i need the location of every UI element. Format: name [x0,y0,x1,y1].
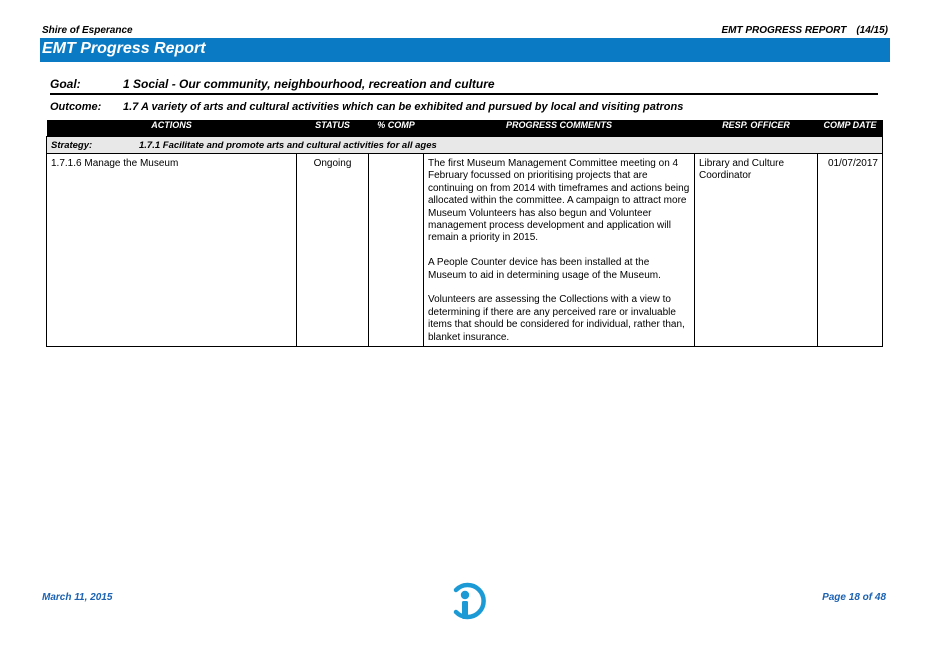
date-cell: 01/07/2017 [818,154,883,347]
officer-cell: Library and Culture Coordinator [695,154,818,347]
goal-text: 1 Social - Our community, neighbourhood, recreation and culture [123,77,495,91]
strategy-cell [47,137,883,154]
strategy-label: Strategy: [51,139,93,151]
footer-date: March 11, 2015 [42,592,113,603]
report-page-range: (14/15) [856,25,888,36]
report-header [711,25,888,36]
table-header-row [47,120,883,137]
report-name: EMT PROGRESS REPORT [721,25,847,36]
comment-paragraph: A People Counter device has been installed at the Museum to aid in determining usage of the Museum. [428,257,661,281]
col-header-date: COMP DATE [818,120,883,137]
action-cell: 1.7.1.6 Manage the Museum [47,154,297,347]
outcome-label: Outcome: [50,101,102,113]
col-header-comp: % COMP [369,120,424,137]
comment-paragraph: The first Museum Management Committee meeting on 4 February focussed on prioritising projects that are continuing on from 2014 with timeframes and actions being allocated within the committee. A campaign to attract more Museum Volunteers has also begun and Volunteer management process development and application will remain a priority in 2015. [428,158,690,244]
col-header-status: STATUS [297,120,369,137]
comment-paragraph: Volunteers are assessing the Collections with a view to determining if there are any perceived rare or invaluable items that should be considered for individual, rather than, blanket insurance. [428,294,685,343]
strategy-text: 1.7.1 Facilitate and promote arts and cultural activities for all ages [139,139,437,151]
footer-page-number: Page 18 of 48 [822,592,886,603]
strategy-row [47,137,883,154]
col-header-comments: PROGRESS COMMENTS [424,120,695,137]
table-row [47,154,883,347]
progress-table [46,120,883,347]
goal-row [50,77,878,95]
comments-cell [424,154,695,347]
outcome-text: 1.7 A variety of arts and cultural activities which can be exhibited and pursued by local and visiting patrons [123,101,684,113]
info-i-logo-icon [442,578,488,620]
page-title: EMT Progress Report [42,40,206,57]
organisation-name: Shire of Esperance [42,25,133,36]
title-banner [40,38,890,62]
status-cell: Ongoing [297,154,369,347]
comp-cell [369,154,424,347]
col-header-officer: RESP. OFFICER [695,120,818,137]
col-header-actions: ACTIONS [47,120,297,137]
goal-label: Goal: [50,77,81,91]
